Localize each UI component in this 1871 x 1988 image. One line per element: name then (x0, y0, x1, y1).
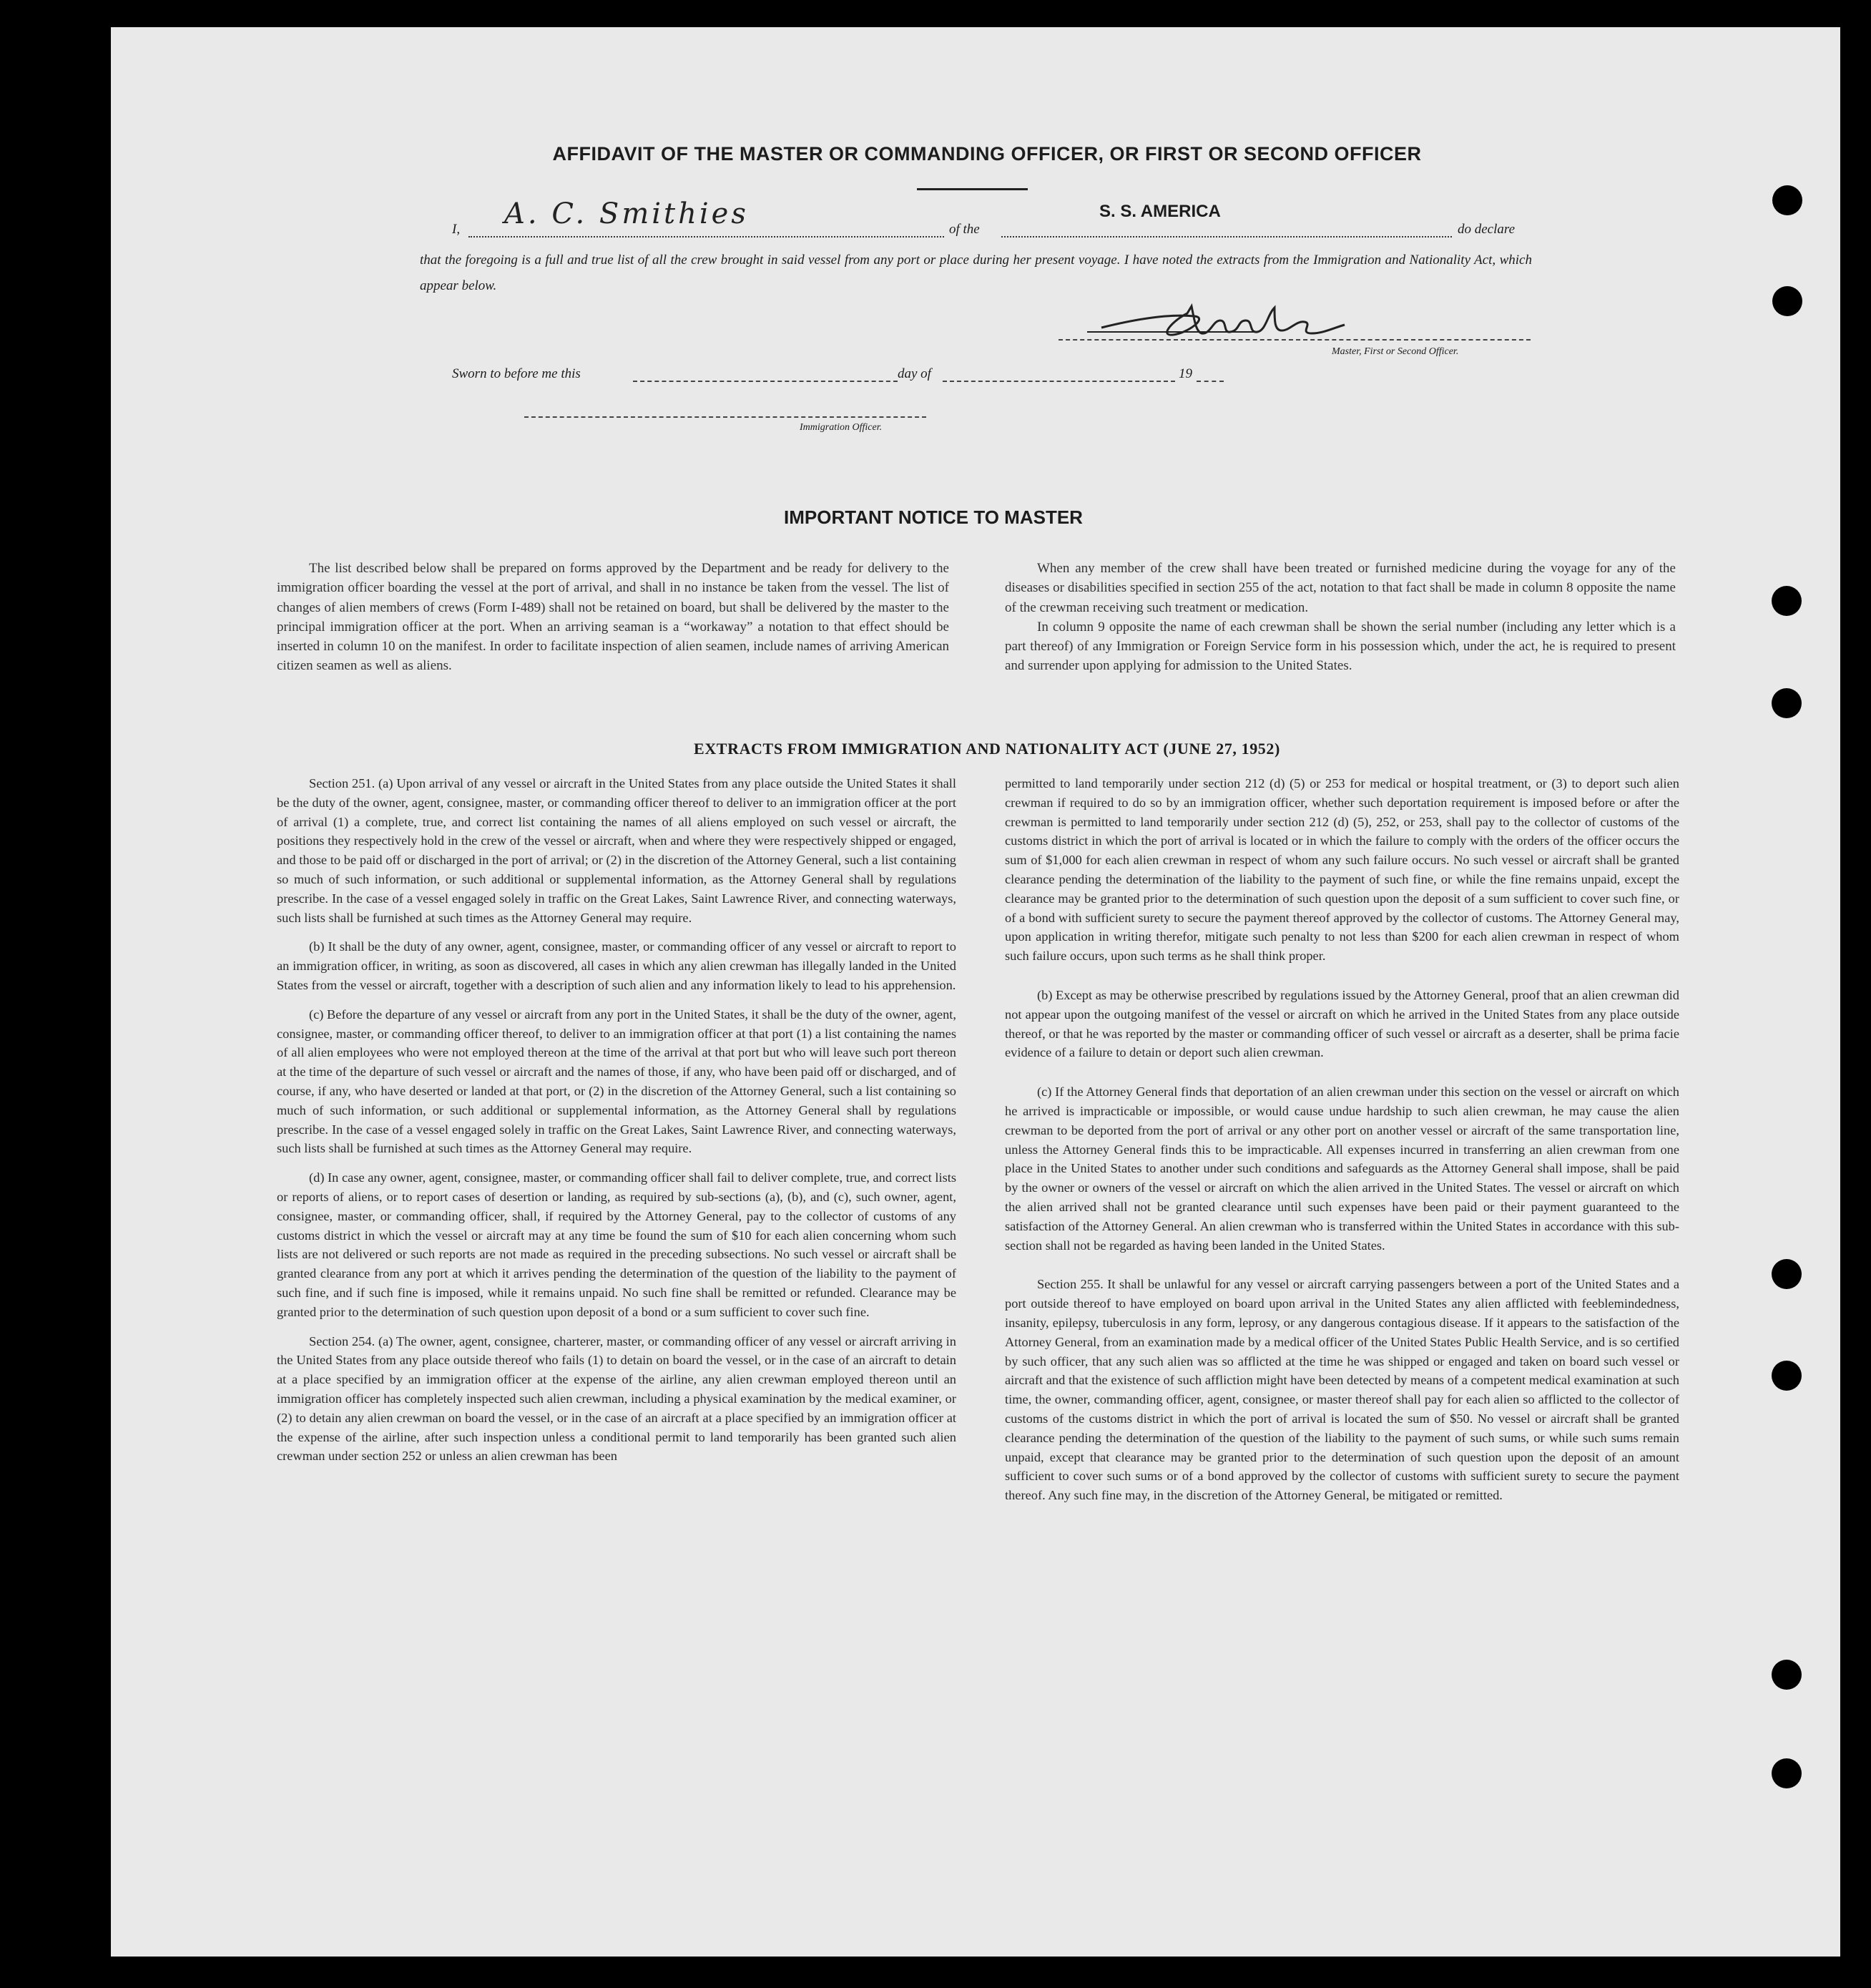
sworn-month-line (943, 381, 1175, 382)
notice-right-p1: When any member of the crew shall have been treated or furnished medicine during the voyage for any of the diseases or disabilities specified in section 255 of the act, notation to that fact shall be made in column 8 opposite the name of the crewman receiving such treatment or medication. (1005, 561, 1676, 615)
binder-hole (1772, 1758, 1802, 1788)
section-251-b: (b) It shall be the duty of any owner, agent, consignee, master, or commanding officer of any vessel or aircraft to report to an immigration officer, in writing, as soon as discovered, all cases in which any alien crewman has illegally landed in the United States from the vessel or aircraft, together with a description of such alien and any information likely to lead to his apprehension. (277, 939, 956, 992)
section-251-a: Section 251. (a) Upon arrival of any vessel or aircraft in the United States from any place outside the United States it shall be the duty of the owner, agent, consignee, master, or commanding officer thereof to deliver to an immigration officer at the port of arrival (1) a complete, true, and correct list containing the names of all aliens employed on such vessel or aircraft, the positions they respectively hold in the crew of the vessel or aircraft, when and where they were respectively shipped or engaged, and those to be paid off or discharged in the port of arrival; or (2) in the discretion of the Attorney General, such a list containing so much of such information, or such additional or supplemental information, as the Attorney General shall by regulations prescribe. In the case of a vessel engaged solely in traffic on the Great Lakes, Saint Lawrence River, and connecting waterways, such lists shall be furnished at such times as the Attorney General may require. (277, 776, 956, 925)
binder-hole (1772, 1361, 1802, 1391)
section-251-c: (c) Before the departure of any vessel or aircraft from any port in the United States, it shall be the duty of the owner, agent, consignee, master, or commanding officer thereof, to deliver to an immigration officer at that port (1) a list containing the names of all alien employees who were not employed thereon at the time of the arrival at that port but who will leave such port thereon at the time of the departure of such vessel or aircraft and the names of those, if any, who have been paid off or discharged, and of course, if any, who have deserted or landed at that port, or (2) in the discretion of the Attorney General, such a list containing so much of such information, or such additional or supplemental information, as the Attorney General shall by regulations prescribe. In the case of a vessel engaged solely in traffic on the Great Lakes, Saint Lawrence River, and connecting waterways, such lists shall be furnished at such times as the Attorney General may require. (277, 1007, 956, 1156)
section-255: Section 255. It shall be unlawful for any vessel or aircraft carrying passengers between a port of the United States and a port outside thereof to have employed on board upon arrival in the United States any alien afflicted with feeblemindedness, insanity, epilepsy, tuberculosis in any form, leprosy, or any dangerous contagious disease. If it appears to the satisfaction of the Attorney General, from an examination made by a medical officer of the United States Public Health Service, and is so certified by such officer, that any such alien was so afflicted at the time he was shipped or engaged and taken on board such vessel or aircraft and that the existence of such affliction might have been detected by means of a competent medical examination at such time, the owner, commanding officer, agent, consignee, or master thereof shall pay for each alien so afflicted to the collector of customs of the customs district in which the port of arrival is located the sum of $50. No vessel or aircraft shall be granted clearance pending the determination of the question of the liability to the payment of such sums, or while such sums remain unpaid, except that clearance may be granted prior to the determination of such question upon the deposit of an amount sufficient to cover such sums or of a bond approved by the collector of customs with sufficient surety to secure the payment thereof. Any such fine may, in the discretion of the Attorney General, be mitigated or remitted. (1005, 1277, 1679, 1503)
section-254-b: (b) Except as may be otherwise prescribed by regulations issued by the Attorney General, proof that an alien crewman did not appear upon the outgoing manifest of the vessel or aircraft on which he arrived in the United States from any place outside thereof, or that he was reported by the master or commanding officer of such vessel or aircraft as a deserter, shall be prima facie evidence of a failure to detain or deport such alien crewman. (1005, 987, 1679, 1060)
vessel-line (1001, 236, 1452, 238)
signature-line (1059, 339, 1531, 341)
immigration-officer-line (524, 416, 926, 418)
notice-left (277, 559, 949, 676)
officer-name-line (468, 236, 944, 238)
extracts-title: EXTRACTS FROM IMMIGRATION AND NATIONALITY ACT (JUNE 27, 1952) (694, 740, 1280, 758)
officer-name: A. C. Smithies (504, 197, 749, 230)
year-prefix: 19 (1179, 366, 1192, 381)
section-254-a-cont: permitted to land temporarily under section 212 (d) (5) or 253 for medical or hospital treatment, or (3) to deport such alien crewman if required to do so by an immigration officer, whether such deportation requirement is imposed before or after the crewman is permitted to land temporarily under section 212 (d) (5), 252, or 253, shall pay to the collector of customs of the customs district in which the port of arrival is located or in which the failure to comply with the orders of the officer occurs the sum of $1,000 for each alien crewman in respect of whom any such failure occurs. No such vessel or aircraft shall be granted clearance pending the determination of the liability to the payment of such fine, or while the fine remains unpaid, except the clearance may be granted prior to the determination of such question upon the deposit of a sum sufficient to cover such fine, or of a bond with sufficient surety to secure the payment thereof approved by the collector of customs. The Attorney General may, upon application in writing therefor, mitigate such penalty to not less than $200 for each alien crewman in respect of whom such failure occurs, upon such terms as he shall think proper. (1005, 776, 1679, 964)
binder-hole (1772, 286, 1802, 316)
of-the-label: of the (949, 222, 980, 237)
notice-right-p2: In column 9 opposite the name of each crewman shall be shown the serial number (including any letter which is a part thereof) of any Immigration or Foreign Service form in his possession which, under the act, he is required to present and surrender upon applying for admission to the United States. (1005, 619, 1676, 674)
title-rule (917, 188, 1028, 190)
do-declare-label: do declare (1458, 222, 1516, 237)
declaration-text: that the foregoing is a full and true list of all the crew brought in said vessel from any port or place during her present voyage. I have noted the extracts from the Immigration and Nationality Act, which appear below. (420, 253, 1532, 293)
binder-hole (1772, 1259, 1802, 1289)
sworn-prefix: Sworn to before me this (452, 366, 581, 381)
affidavit-title: AFFIDAVIT OF THE MASTER OR COMMANDING OFFICER, OR FIRST OR SECOND OFFICER (552, 143, 1422, 165)
notice-left-text: The list described below shall be prepared on forms approved by the Department and be ready for delivery to the immigration officer boarding the vessel at the port of arrival, and shall in no instance be taken from the vessel. The list of changes of alien members of crews (Form I-489) shall not be retained on board, but shall be delivered by the master to the principal immigration officer at the port. When an arriving seaman is a “workaway” a notation to that effect should be inserted in column 10 on the manifest. In order to facilitate inspection of alien seamen, include names of arriving American citizen seamen as well as aliens. (277, 561, 949, 674)
binder-hole (1772, 688, 1802, 718)
sworn-year-line (1197, 381, 1224, 382)
section-251-d: (d) In case any owner, agent, consignee, master, or commanding officer shall fail to deliver complete, true, and correct lists or reports of aliens, or to report cases of desertion or landing, as required by sub-sections (a), (b), and (c), such owner, agent, consignee, master, or commanding officer, shall, if required by the Attorney General, pay to the collector of customs of any customs district in which the vessel or aircraft may at any time be found the sum of $10 for each alien concerning whom such lists are not delivered or such reports are not made as required in the preceding subsections. No such vessel or aircraft shall be granted clearance from any port at which it arrives pending the determination of the question of the liability to the payment of such fine, and if such fine is imposed, while it remains unpaid. No such fine shall be remitted or refunded. Clearance may be granted prior to the determination of such question upon deposit of a bond or a sum sufficient to cover such fine. (277, 1170, 956, 1319)
binder-hole (1772, 185, 1802, 215)
section-254-c: (c) If the Attorney General finds that deportation of an alien crewman under this section on the vessel or aircraft on which he arrived is impracticable or impossible, or would cause undue hardship to such alien crewman, he may cause the alien crewman to be deported from the port of arrival or any other port on another vessel or aircraft of the same transportation line, unless the Attorney General finds this to be impracticable. All expenses incurred in transferring an alien crewman from one place in the United States to another under such conditions and safeguards as the Attorney General shall impose, shall be paid by the owner or owners of the vessel or aircraft on which the alien arrived in the United States. The vessel or aircraft on which the alien arrived shall not be granted clearance until such expenses have been paid or their payment guaranteed to the satisfaction of the Attorney General. An alien crewman who is transferred within the United States in accordance with this sub-section shall not be regarded as having been landed in the United States. (1005, 1084, 1679, 1253)
section-254-a: Section 254. (a) The owner, agent, consignee, charterer, master, or commanding officer of any vessel or aircraft arriving in the United States from any place outside thereof who fails (1) to detain on board the vessel, or in the case of an aircraft to detain at a place specified by an immigration officer at the expense of the airline, any alien crewman employed thereon until an immigration officer has completely inspected such alien crewman, including a physical examination by the medical examiner, or (2) to detain any alien crewman on board the vessel, or in the case of an aircraft at a place specified by an immigration officer at the expense of the airline, after such inspection unless a conditional permit to land temporarily has been granted such alien crewman under section 252 or unless an alien crewman has been (277, 1333, 956, 1464)
sworn-day-line (633, 381, 898, 382)
notice-right (1005, 559, 1676, 676)
vessel-name: S. S. AMERICA (1099, 202, 1221, 221)
signature-label: Master, First or Second Officer. (1332, 346, 1459, 357)
line1-prefix: I, (452, 222, 461, 237)
binder-hole (1772, 586, 1802, 616)
extracts-left-column (277, 774, 956, 1476)
notice-title: IMPORTANT NOTICE TO MASTER (784, 506, 1083, 528)
immigration-officer-label: Immigration Officer. (800, 422, 883, 433)
binder-hole (1772, 1660, 1802, 1690)
officer-signature (1087, 299, 1359, 345)
day-of-label: day of (898, 366, 931, 381)
extracts-right-column (1005, 774, 1679, 1515)
